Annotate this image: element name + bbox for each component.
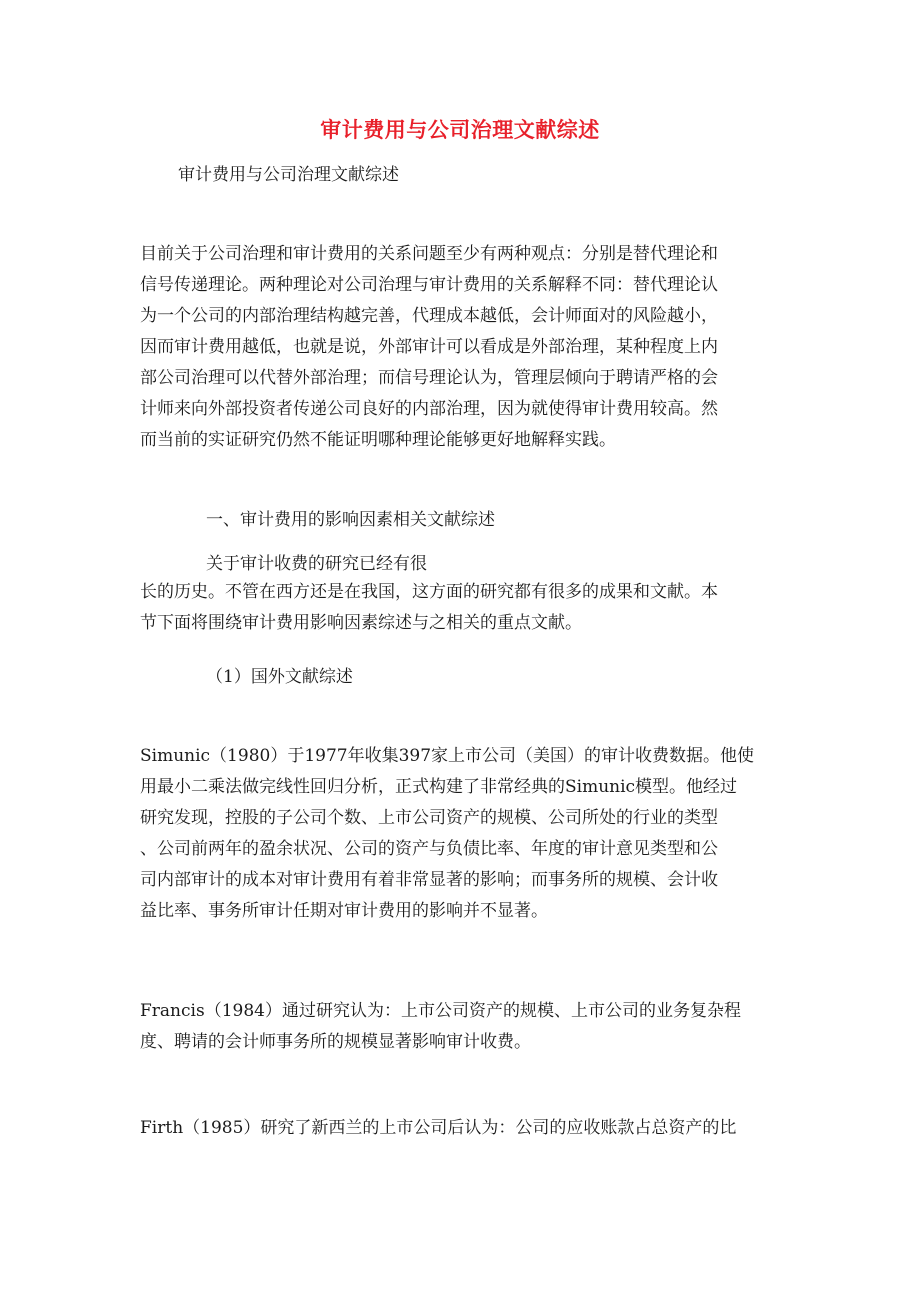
francis-line: 度、聘请的会计师事务所的规模显著影响审计收费。 (140, 1032, 531, 1052)
document-subtitle: 审计费用与公司治理文献综述 (178, 165, 399, 185)
francis-paragraph (140, 996, 780, 1058)
intro-line: 部公司治理可以代替外部治理；而信号理论认为，管理层倾向于聘请严格的会 (140, 368, 718, 388)
simunic-line: 研究发现，控股的子公司个数、上市公司资产的规模、公司所处的行业的类型 (140, 808, 718, 828)
intro-line: 而当前的实证研究仍然不能证明哪种理论能够更好地解释实践。 (140, 430, 616, 450)
simunic-line: 司内部审计的成本对审计费用有着非常显著的影响；而事务所的规模、会计收 (140, 870, 718, 890)
section-line: 长的历史。不管在西方还是在我国，这方面的研究都有很多的成果和文献。本 (140, 582, 718, 602)
simunic-line: 用最小二乘法做完线性回归分析，正式构建了非常经典的Simunic模型。他经过 (140, 777, 738, 797)
intro-line: 计师来向外部投资者传递公司良好的内部治理，因为就使得审计费用较高。然 (140, 399, 718, 419)
intro-paragraph (140, 239, 780, 456)
section-heading: 一、审计费用的影响因素相关文献综述 (206, 510, 495, 530)
section-line: 节下面将围绕审计费用影响因素综述与之相关的重点文献。 (140, 613, 582, 633)
intro-line: 信号传递理论。两种理论对公司治理与审计费用的关系解释不同：替代理论认 (140, 275, 718, 295)
simunic-line: 、公司前两年的盈余状况、公司的资产与负债比率、年度的审计意见类型和公 (140, 839, 718, 859)
document-title: 审计费用与公司治理文献综述 (320, 118, 600, 142)
intro-line: 因而审计费用越低，也就是说，外部审计可以看成是外部治理，某种程度上内 (140, 337, 718, 357)
simunic-paragraph (140, 741, 780, 927)
section-paragraph (140, 577, 780, 639)
subsection-heading: （1）国外文献综述 (206, 667, 353, 687)
simunic-line: 益比率、事务所审计任期对审计费用的影响并不显著。 (140, 901, 548, 921)
firth-line: Firth（1985）研究了新西兰的上市公司后认为：公司的应收账款占总资产的比 (140, 1118, 737, 1138)
simunic-line: Simunic（1980）于1977年收集397家上市公司（美国）的审计收费数据。他使 (140, 746, 755, 766)
section-lead-line: 关于审计收费的研究已经有很 (206, 554, 427, 574)
intro-line: 目前关于公司治理和审计费用的关系问题至少有两种观点：分别是替代理论和 (140, 244, 718, 264)
francis-line: Francis（1984）通过研究认为：上市公司资产的规模、上市公司的业务复杂程 (140, 1001, 741, 1021)
intro-line: 为一个公司的内部治理结构越完善，代理成本越低，会计师面对的风险越小， (140, 306, 718, 326)
firth-paragraph (140, 1113, 780, 1144)
